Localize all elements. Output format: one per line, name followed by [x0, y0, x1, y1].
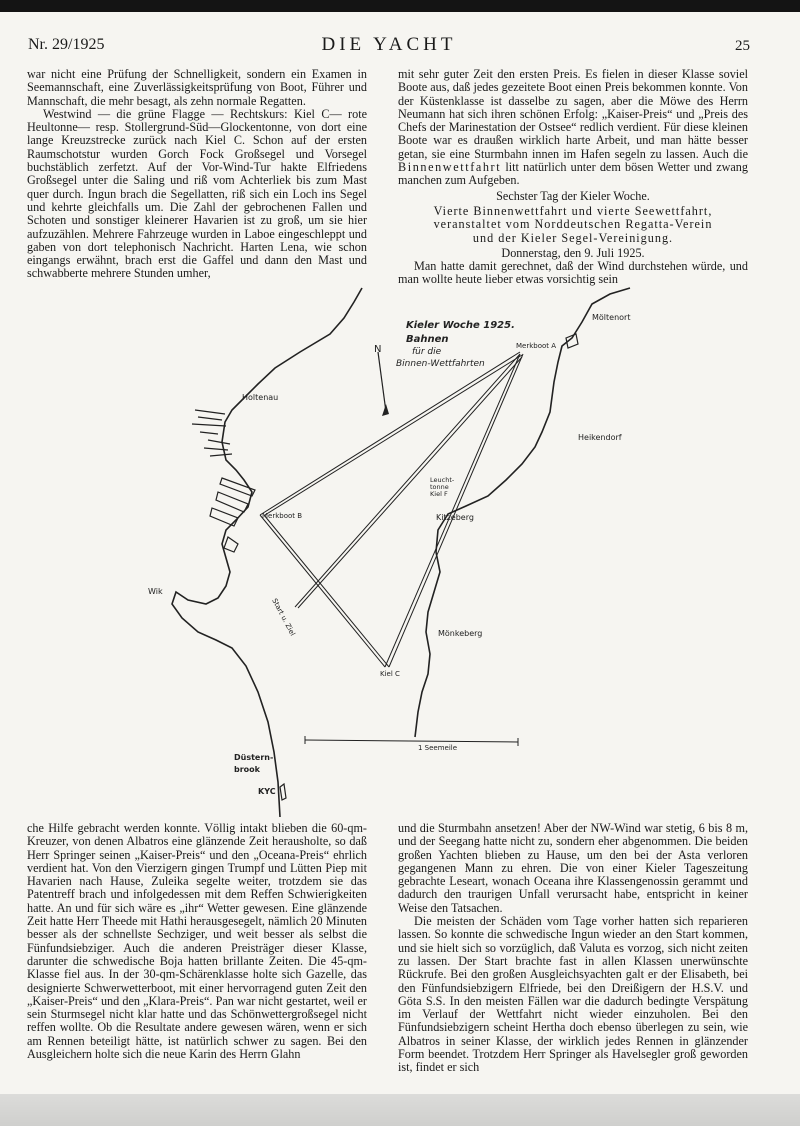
- article-column-top-left: [27, 68, 367, 281]
- section-subheading: veranstaltet vom Norddeutschen Regatta-Verein: [433, 217, 713, 232]
- course-lines: [260, 352, 523, 667]
- magazine-title: DIE YACHT: [321, 34, 457, 55]
- place-label-dusternbrook: brook: [234, 765, 260, 774]
- north-label: N: [374, 344, 382, 355]
- map-title: Binnen-Wettfahrten: [396, 359, 485, 369]
- spaced-term: Binnenwettfahrt: [398, 160, 502, 175]
- paragraph: war nicht eine Prüfung der Schnelligkeit, sondern ein Examen in Seemannschaft, eine Zuverlässigkeitsprüfung von Boot, Führer und Mannschaft, die mehr besagt, als zehn normale Regatten.: [27, 67, 367, 108]
- map-title: Kieler Woche 1925.: [406, 320, 515, 331]
- section-subheading: Vierte Binnenwettfahrt und vierte Seewettfahrt,: [433, 203, 713, 218]
- map-title: für die: [412, 347, 442, 357]
- mark-label-leuchttonne: Kiel F: [430, 490, 448, 498]
- place-label-wik: Wik: [148, 587, 163, 596]
- section-subheading: und der Kieler Segel-Vereinigung.: [472, 230, 674, 245]
- paragraph: Westwind — die grüne Flagge — Rechtskurs: Kiel C— rote Heultonne— resp. Stollergrund-Süd—Glockentonne, von dort eine lange Kreuzstrecke zurück nach Kiel C. Schon auf der ersten Raumschotstur wurden Gorch Fock Großsegel und Vorsegel buchstäblich zerfetzt. Auf der Vor-Wind-Tur hakte Elfriedens Großsegel unter die Saling und riß vom Achterliek bis zum Mast quer durch. Ingun brach die Segellatten, riß sich ein Loch ins Segel und kehrte gleichfalls um. Die Zahl der gebrochenen Fallen und Schoten und sonstiger kleinerer Havarien ist zu groß, um sie hier aufzuzählen. Mehrere Fahrzeuge wurden in Laboe eingeschleppt und gaben von dort telephonisch Nachricht. Harten Lena, wie schon eingangs erwähnt, brach erst die Gaffel und dann den Mast und schwabberte mehrere Stunden umher,: [27, 106, 367, 281]
- mark-label-merkboot-a: Merkboot A: [516, 342, 557, 350]
- start-line-label: Start u. Ziel: [270, 597, 297, 638]
- west-shoreline: [172, 288, 362, 817]
- paragraph: che Hilfe gebracht werden konnte. Völlig intakt blieben die 60-qm-Kreuzer, von denen Albatros eine glänzende Zeit herausholte, so daß Herr Springer seinen „Kaiser-Preis“ und den „Oceana-Preis“ ehrlich verdient hat. Von den Vierzigern gingen Trumpf und Lütten Piep mit Havarien nach Hause, Zuleika segelte weiter, trotzdem sie das Patentreff brach und infolgedessen mit dem Reffen Schwierigkeiten hatte. An und für sich wäre es „ihr“ Wetter gewesen. Eine glänzende Zeit hatte Herr Theede mit Hathi herausgesegelt, nämlich 20 Minuten besser als der schnellste Sechziger, und weit besser als selbst die Fünfundsiebziger. Auch die anderen Preisträger dieser Klasse, darunter die schwedische Boja hatten brillante Zeiten. Die 45-qm-Klasse fiel aus. In der 30-qm-Schärenklasse holte sich Gazelle, das designierte Schwerwetterboot, mit einer hervorragend guten Zeit den „Kaiser-Preis“ und den „Klara-Preis“. Pan war nicht gestartet, weil er sein Sturmsegel nicht klar hatte und das Schönwettergroßsegel nicht reffen wollte. Ob die Resultate andere gewesen wären, wenn er sich am Rennen beteiligt hätte, ist natürlich schwer zu sagen. Bei den Ausgleichern holte sich die neue Karin des Herrn Glahn: [27, 821, 367, 1062]
- place-label-kyc: KYC: [258, 787, 276, 796]
- scan-top-band: [0, 0, 800, 12]
- place-label-holtenau: Holtenau: [242, 393, 279, 402]
- mark-label-merkboot-b: Merkboot B: [262, 512, 303, 520]
- page-number: 25: [735, 38, 750, 54]
- article-column-bottom-left: [27, 822, 367, 1061]
- paragraph: Die meisten der Schäden vom Tage vorher hatten sich reparieren lassen. So konnte die schwedische Ingun wieder an den Start kommen, und sie hielt sich so vorzüglich, daß Valuta es vorzog, sich nicht zeiten zu lassen. Der Start brachte fast in allen Klassen unerwünschte Rückrufe. Bei den großen Ausgleichsyachten galt er der Elisabeth, bei den Fünfundsiebzigern Elfriede, bei den Dreißigern der H.S.V. und Göta S.S. In den meisten Fällen war die dadurch bedingte Verspätung im Verlauf der Wettfahrt nicht wieder einzuholen. Bei den Fünfundsiebzigern scheint Hertha doch ebenso überlegen zu sein, wie Albatros in seiner Klasse, der wirklich jedes Rennen in glänzender Form beendet. Trotzdem Herr Springer als Havelsegler groß geworden ist, findet er sich: [398, 914, 748, 1075]
- paragraph: und die Sturmbahn ansetzen! Aber der NW-Wind war stetig, 6 bis 8 m, und der Seegang hatte nicht zu, sondern eher abgenommen. Die beiden großen Yachten blieben zu Hause, um den bei der Asta verloren gegangenen Mann zu ehren. Die von einer Kieler Tageszeitung gebrachte Leseart, wonach Oceana ihre Klassengenossin gerammt und dadurch den traurigen Unfall verursacht habe, entspricht in keiner Weise den Tatsachen.: [398, 821, 748, 915]
- mark-label-leuchttonne: Leucht-: [430, 476, 455, 484]
- race-course-map: [130, 282, 650, 817]
- mark-label-kiel-c: Kiel C: [380, 670, 400, 678]
- page-header: [28, 34, 750, 58]
- place-label-moltenort: Möltenort: [592, 313, 631, 322]
- kyc-marker: [280, 784, 286, 800]
- place-label-monkeberg: Mönkeberg: [438, 629, 483, 638]
- map-title: Bahnen: [406, 334, 449, 345]
- paragraph: Man hatte damit gerechnet, daß der Wind durchstehen würde, und man wollte heute lieber etwas vorsichtig sein: [398, 259, 748, 287]
- section-date: Donnerstag, den 9. Juli 1925.: [501, 245, 645, 260]
- scale-bar: [305, 736, 518, 746]
- north-arrow-icon: [378, 352, 389, 416]
- place-label-kitzeberg: Kitzeberg: [436, 513, 474, 522]
- mark-label-leuchttonne: tonne: [430, 483, 449, 491]
- issue-number: Nr. 29/1925: [28, 36, 105, 53]
- scale-label: 1 Seemeile: [418, 744, 458, 752]
- article-column-top-right: [398, 68, 748, 287]
- scan-bottom-band: [0, 1094, 800, 1126]
- place-label-heikendorf: Heikendorf: [578, 433, 622, 442]
- place-label-dusternbrook: Düstern-: [234, 753, 274, 762]
- article-column-bottom-right: [398, 822, 748, 1075]
- paragraph: mit sehr guter Zeit den ersten Preis. Es fielen in dieser Klasse soviel Boote aus, daß jedes gezeitete Boot einen Preis bekommen konnte. Von der Küstenklasse ist dasselbe zu sagen, aber die Möwe des Herrn Neumann hat sich ihren schönen Erfolg: „Kaiser-Preis“ und „Preis des Chefs der Marinestation der Ostsee“ redlich verdient. Für diese kleinen Boote war es draußen wirklich harte Arbeit, und man hätte besser getan, sie eine Sturmbahn innen im Hafen segeln zu lassen. Auch die Binnenwettfahrt litt natürlich unter dem bösen Wetter und zwang manchen zum Aufgeben.: [398, 67, 748, 188]
- section-heading: Sechster Tag der Kieler Woche.: [496, 188, 650, 203]
